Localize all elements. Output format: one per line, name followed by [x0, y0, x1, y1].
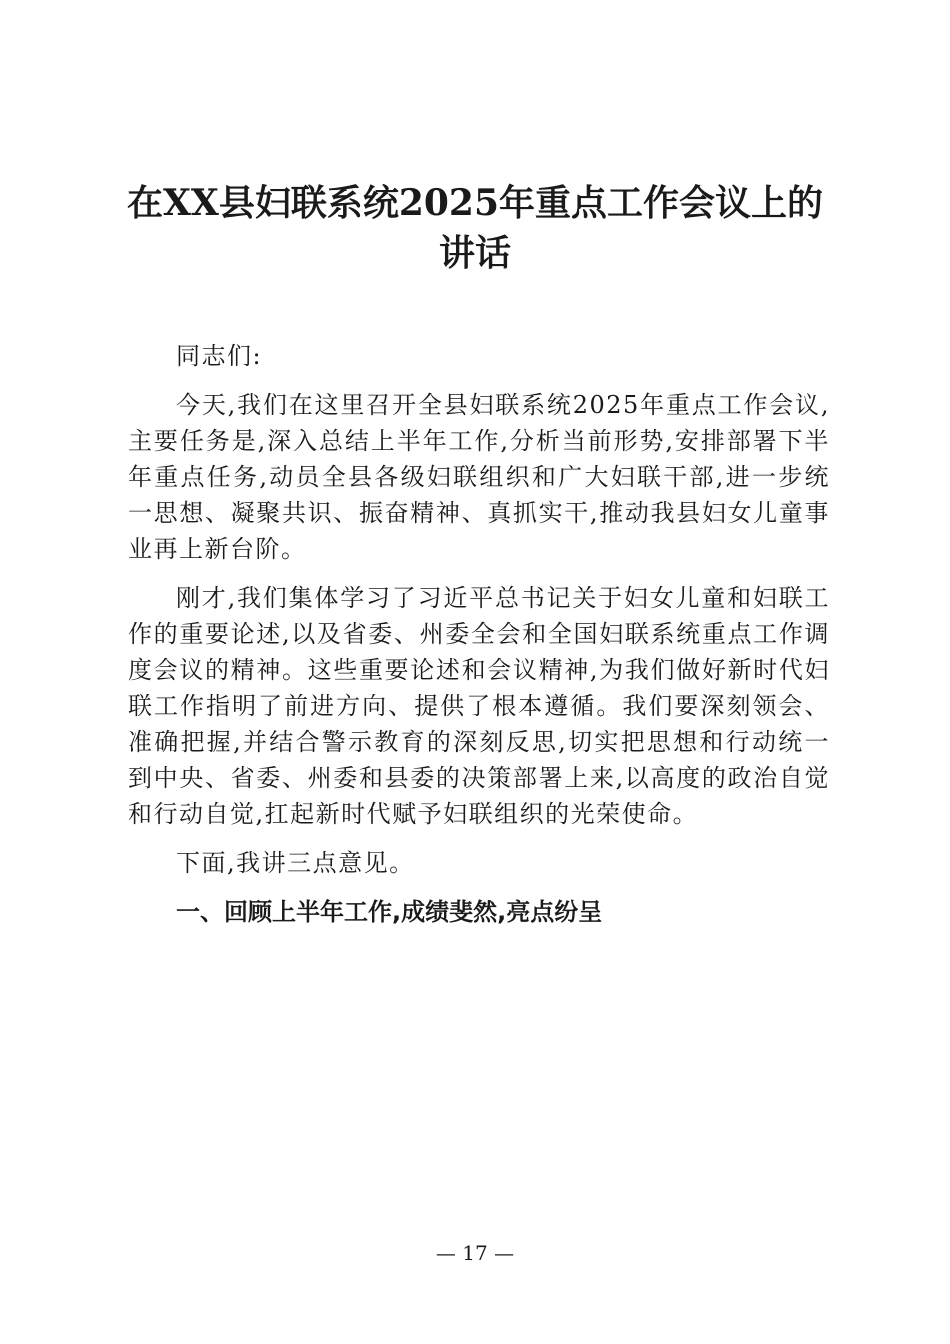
section-heading: 一、回顾上半年工作,成绩斐然,亮点纷呈	[176, 898, 603, 926]
title-line-1: 在XX县妇联系统2025年重点工作会议上的	[126, 182, 824, 224]
document-title	[100, 178, 850, 278]
paragraph-study: 刚才,我们集体学习了习近平总书记关于妇女儿童和妇联工作的重要论述,以及省委、州委全会和全国妇联系统重点工作调度会议的精神。这些重要论述和会议精神,为我们做好新时代妇联工作指明了前进方向、提供了根本遵循。我们要深刻领会、准确把握,并结合警示教育的深刻反思,切实把思想和行动统一到中央、省委、州委和县委的决策部署上来,以高度的政治自觉和行动自觉,扛起新时代赋予妇联组织的光荣使命。	[128, 584, 830, 828]
salutation: 同志们:	[176, 342, 263, 370]
page-number: — 17 —	[435, 1241, 515, 1265]
paragraph-outline: 下面,我讲三点意见。	[176, 849, 415, 877]
document-body	[128, 338, 830, 943]
paragraph-opening: 今天,我们在这里召开全县妇联系统2025年重点工作会议,主要任务是,深入总结上半年工作,分析当前形势,安排部署下半年重点任务,动员全县各级妇联组织和广大妇联干部,进一步统一思想、凝聚共识、振奋精神、真抓实干,推动我县妇女儿童事业再上新台阶。	[128, 391, 830, 563]
title-line-2: 讲话	[438, 232, 511, 274]
